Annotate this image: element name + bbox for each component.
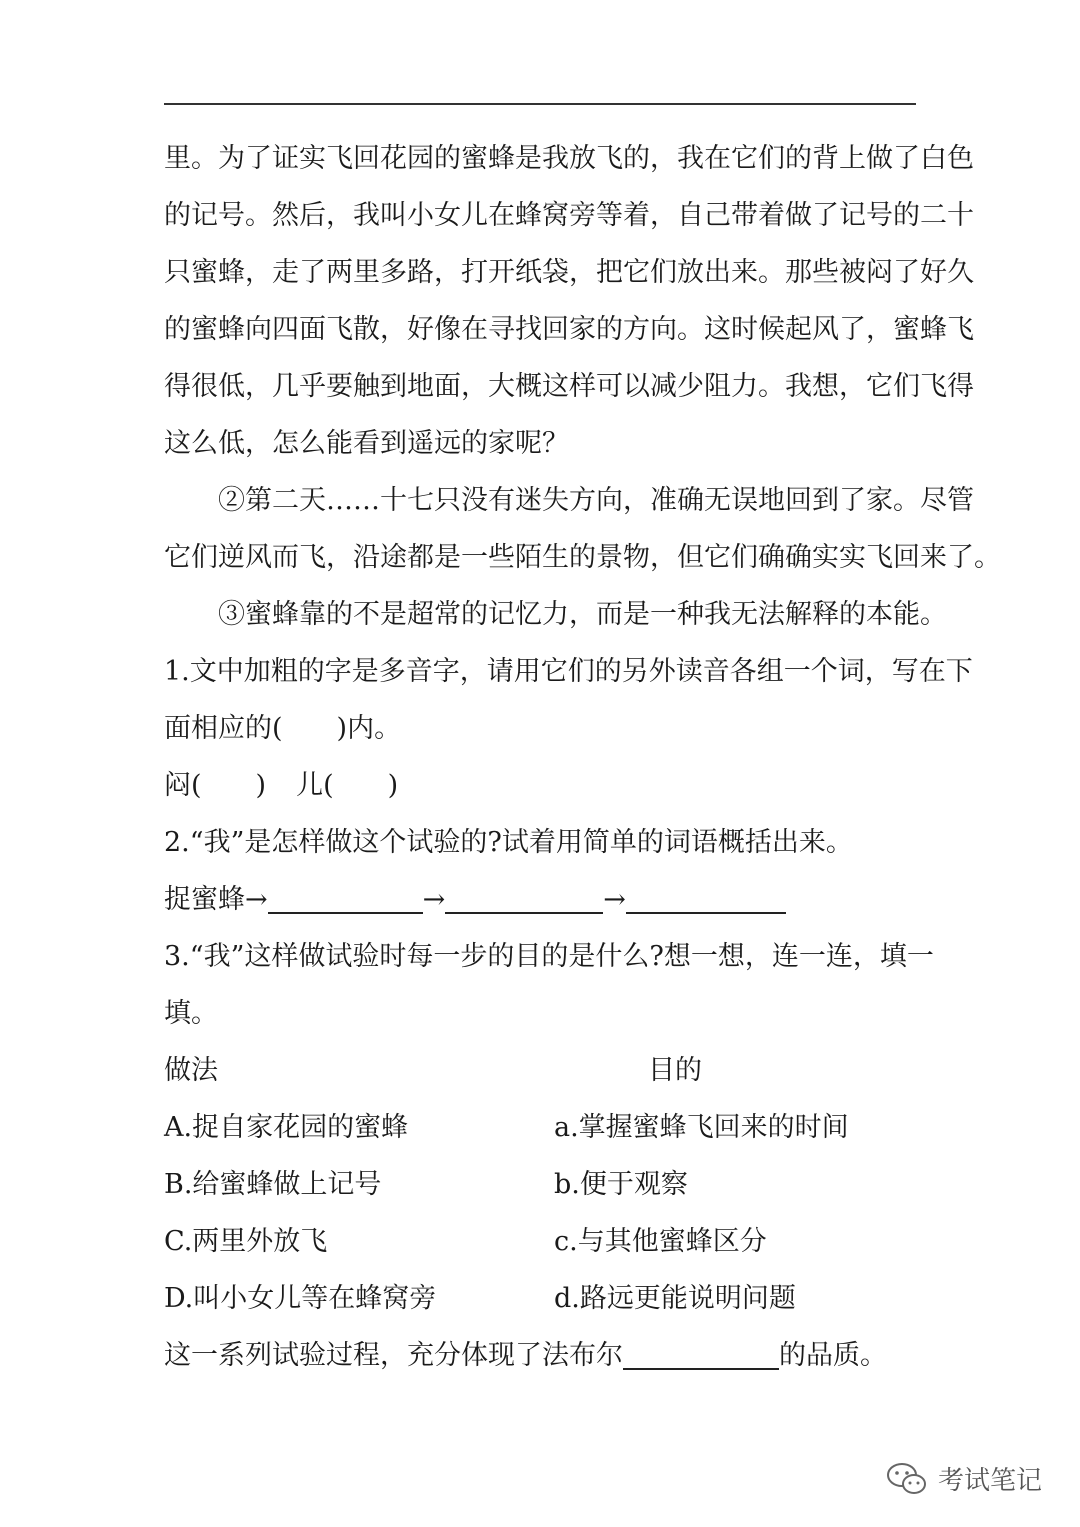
method-item-d[interactable]: D.叫小女儿等在蜂窝旁 xyxy=(164,1283,437,1314)
arrow-icon: → xyxy=(603,884,626,915)
question-3 xyxy=(164,928,934,1384)
purpose-header: 目的 xyxy=(648,1055,702,1086)
summary-text-before: 这一系列试验过程，充分体现了法布尔 xyxy=(164,1340,623,1371)
arrow-icon: → xyxy=(245,884,268,915)
match-row xyxy=(164,1213,916,1270)
text-line: 的蜜蜂向四面飞散，好像在寻找回家的方向。这时候起风了，蜜蜂飞 xyxy=(164,314,974,345)
answer-slot-er[interactable]: 儿( ) xyxy=(296,770,399,801)
match-row xyxy=(164,1156,916,1213)
method-item-a[interactable]: A.捉自家花园的蜜蜂 xyxy=(164,1112,409,1143)
passage-paragraph-1 xyxy=(164,130,974,472)
fill-blank-1[interactable] xyxy=(268,912,423,914)
question-1-prompt: 1.文中加粗的字是多音字，请用它们的另外读音各组一个词，写在下 xyxy=(164,656,973,687)
fill-blank-3[interactable] xyxy=(626,912,786,914)
question-3-prompt-cont: 填。 xyxy=(164,998,218,1029)
text-line: 得很低，几乎要触到地面，大概这样可以减少阻力。我想，它们飞得 xyxy=(164,371,974,402)
header-rule xyxy=(164,103,916,105)
question-2-chain xyxy=(164,871,916,928)
text-line: ②第二天……十七只没有迷失方向，准确无误地回到了家。尽管 xyxy=(218,485,974,516)
text-line: 只蜜蜂，走了两里多路，打开纸袋，把它们放出来。那些被闷了好久 xyxy=(164,257,974,288)
match-row xyxy=(164,1099,916,1156)
question-2 xyxy=(164,814,916,928)
purpose-item-a[interactable]: a.掌握蜜蜂飞回来的时间 xyxy=(554,1112,849,1143)
question-3-summary xyxy=(164,1327,916,1384)
question-1 xyxy=(164,643,973,814)
match-header-row xyxy=(164,1042,916,1099)
purpose-item-d[interactable]: d.路远更能说明问题 xyxy=(554,1283,796,1314)
purpose-item-b[interactable]: b.便于观察 xyxy=(554,1169,688,1200)
watermark-text: 考试笔记 xyxy=(938,1466,1043,1496)
wechat-icon xyxy=(886,1461,928,1497)
purpose-item-c[interactable]: c.与其他蜜蜂区分 xyxy=(554,1226,767,1257)
text-line: 的记号。然后，我叫小女儿在蜂窝旁等着，自己带着做了记号的二十 xyxy=(164,200,974,231)
passage-paragraph-2 xyxy=(164,472,1001,586)
document-body xyxy=(164,130,1001,1384)
watermark xyxy=(886,1460,1042,1497)
fill-blank-2[interactable] xyxy=(445,912,603,914)
text-line: 它们逆风而飞，沿途都是一些陌生的景物，但它们确确实实飞回来了。 xyxy=(164,542,1001,573)
method-header: 做法 xyxy=(164,1055,218,1086)
question-1-prompt-cont: 面相应的( )内。 xyxy=(164,713,402,744)
question-3-prompt: 3.“我”这样做试验时每一步的目的是什么?想一想，连一连，填一 xyxy=(164,941,934,972)
answer-slot-men[interactable]: 闷( ) xyxy=(164,770,267,801)
method-item-b[interactable]: B.给蜜蜂做上记号 xyxy=(164,1169,382,1200)
passage-paragraph-3: ③蜜蜂靠的不是超常的记忆力，而是一种我无法解释的本能。 xyxy=(218,599,947,630)
method-item-c[interactable]: C.两里外放飞 xyxy=(164,1226,328,1257)
match-row xyxy=(164,1270,916,1327)
fill-blank-quality[interactable] xyxy=(623,1368,779,1370)
question-2-prompt: 2.“我”是怎样做这个试验的?试着用简单的词语概括出来。 xyxy=(164,827,853,858)
question-1-answers xyxy=(164,757,916,814)
summary-text-after: 的品质。 xyxy=(779,1340,887,1371)
text-line: 里。为了证实飞回花园的蜜蜂是我放飞的，我在它们的背上做了白色 xyxy=(164,143,974,174)
text-line: 这么低，怎么能看到遥远的家呢？ xyxy=(164,428,569,459)
chain-start: 捉蜜蜂 xyxy=(164,884,245,915)
arrow-icon: → xyxy=(422,884,446,915)
